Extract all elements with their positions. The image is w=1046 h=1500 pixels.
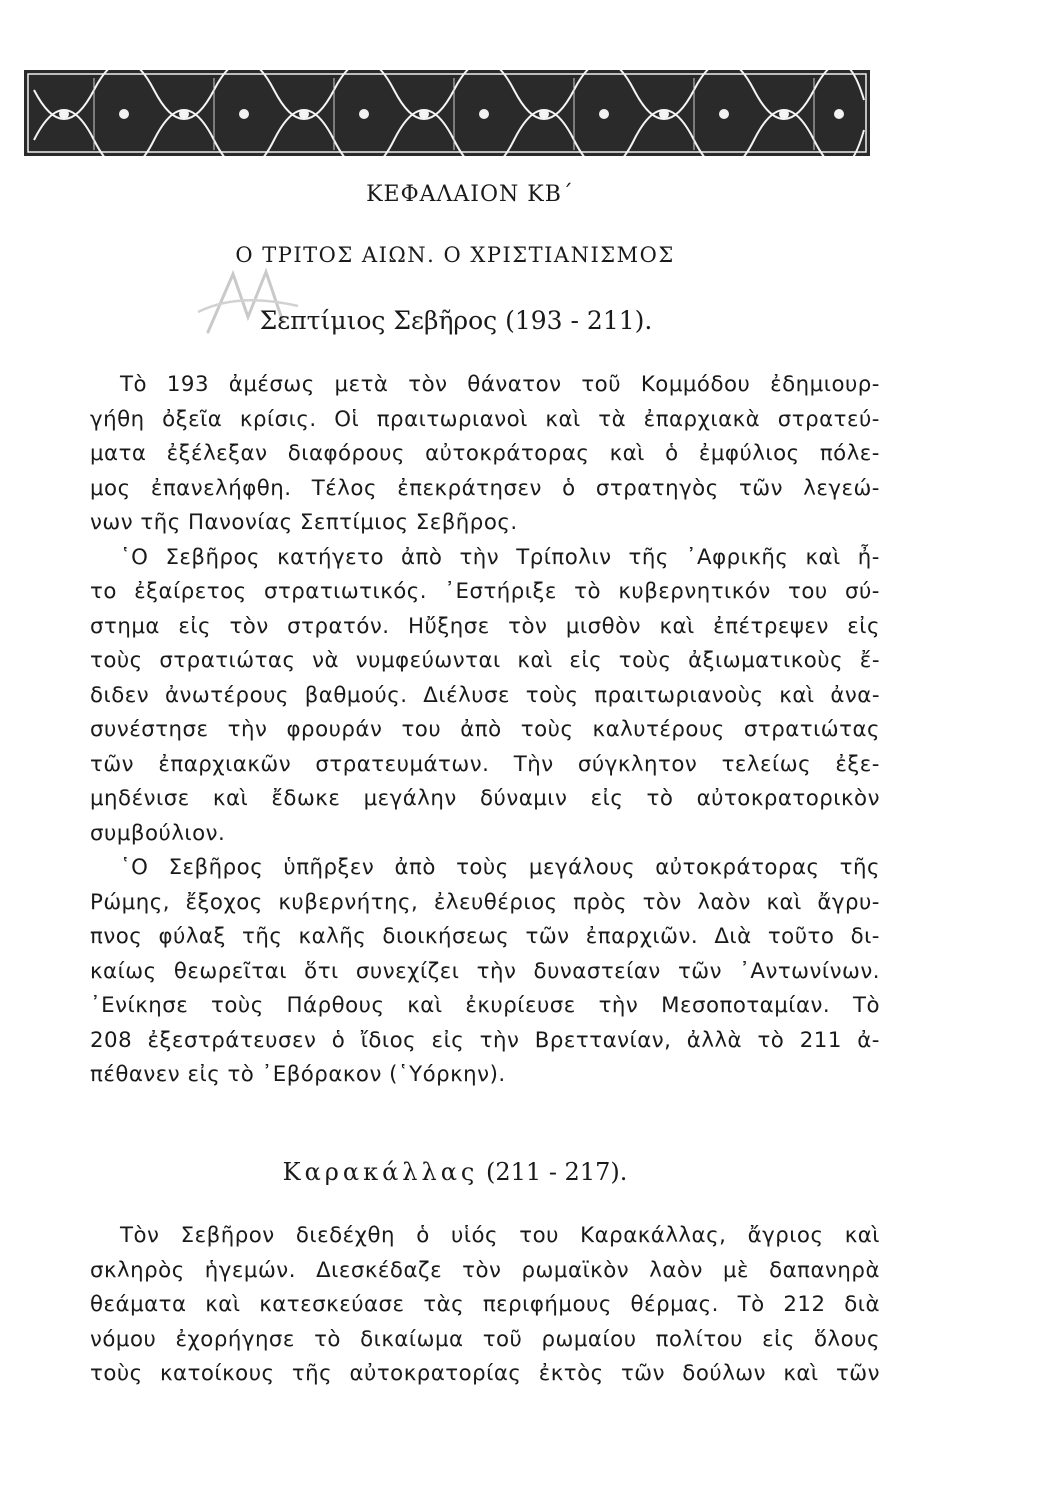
text-line: συνέστησε τὴν φρουράν του ἀπὸ τοὺς καλυτέρους στρατιώτας bbox=[90, 717, 880, 742]
text-line: Τὸ 193 ἀμέσως μετὰ τὸν θάνατον τοῦ Κομμόδου ἐδημιουρ- bbox=[120, 372, 880, 397]
ornamental-header-band bbox=[24, 70, 870, 156]
text-line: μηδένισε καὶ ἔδωκε μεγάλην δύναμιν εἰς τὸ αὐτοκρατορικὸν bbox=[90, 786, 880, 811]
text-line: καίως θεωρεῖται ὅτι συνεχίζει τὴν δυναστείαν τῶν ᾿Αντωνίνων. bbox=[90, 958, 880, 984]
text-line: το ἐξαίρετος στρατιωτικός. ᾿Εστήριξε τὸ κυβερνητικόν του σύ- bbox=[90, 579, 880, 604]
text-line: πέθανεν εἰς τὸ ᾿Εβόρακον (῾Υόρκην). bbox=[90, 1062, 506, 1087]
text-line: θεάματα καὶ κατεσκεύασε τὰς περιφήμους θέρμας. Τὸ 212 διὰ bbox=[90, 1292, 880, 1317]
section-heading-years: (211 - 217). bbox=[486, 1158, 628, 1186]
text-line: τῶν ἐπαρχιακῶν στρατευμάτων. Τὴν σύγκλητον τελείως ἐξε- bbox=[90, 751, 880, 777]
text-line: νόμου ἐχορήγησε τὸ δικαίωμα τοῦ ρωμαίου πολίτου εἰς ὅλους bbox=[90, 1326, 880, 1352]
section-body-septimius-severus bbox=[90, 368, 880, 1093]
section-heading-name: Καρακάλλας bbox=[282, 1158, 479, 1186]
text-line: διδεν ἀνωτέρους βαθμούς. Διέλυσε τοὺς πραιτωριανοὺς καὶ ἀνα- bbox=[90, 682, 880, 708]
section-heading-septimius-severus: Σεπτίμιος Σεβῆρος (193 - 211). bbox=[259, 306, 653, 335]
text-line: ῾Ο Σεβῆρος κατήγετο ἀπὸ τὴν Τρίπολιν τῆς ᾿Αφρικῆς καὶ ἦ- bbox=[120, 544, 880, 570]
text-line: ῾Ο Σεβῆρος ὑπῆρξεν ἀπὸ τοὺς μεγάλους αὐτοκράτορας τῆς bbox=[120, 855, 880, 880]
text-line: γήθη ὀξεῖα κρίσις. Οἱ πραιτωριανοὶ καὶ τὰ ἐπαρχιακὰ στρατεύ- bbox=[90, 406, 880, 432]
text-line: νων τῆς Πανονίας Σεπτίμιος Σεβῆρος. bbox=[90, 510, 518, 535]
text-line: πνος φύλαξ τῆς καλῆς διοικήσεως τῶν ἐπαρχιῶν. Διὰ τοῦτο δι- bbox=[90, 924, 880, 949]
chapter-title: Ο ΤΡΙΤΟΣ ΑΙΩΝ. Ο ΧΡΙΣΤΙΑΝΙΣΜΟΣ bbox=[235, 243, 675, 267]
text-line: 208 ἐξεστράτευσεν ὁ ἴδιος εἰς τὴν Βρεττανίαν, ἀλλὰ τὸ 211 ἀ- bbox=[90, 1027, 880, 1053]
text-line: σκληρὸς ἡγεμών. Διεσκέδαζε τὸν ρωμαϊκὸν λαὸν μὲ δαπανηρὰ bbox=[90, 1257, 880, 1283]
text-line: στημα εἰς τὸν στρατόν. Ηὔξησε τὸν μισθὸν καὶ ἐπέτρεψεν εἰς bbox=[90, 613, 880, 639]
section-heading-caracalla bbox=[0, 1158, 910, 1186]
text-line: ᾿Ενίκησε τοὺς Πάρθους καὶ ἐκυρίευσε τὴν Μεσοποταμίαν. Τὸ bbox=[90, 993, 880, 1018]
text-line: τοὺς στρατιώτας νὰ νυμφεύωνται καὶ εἰς τοὺς ἀξιωματικοὺς ἔ- bbox=[90, 648, 880, 673]
section-body-caracalla bbox=[90, 1219, 880, 1392]
text-line: τοὺς κατοίκους τῆς αὐτοκρατορίας ἐκτὸς τῶν δούλων καὶ τῶν bbox=[90, 1361, 880, 1386]
chapter-number: ΚΕΦΑΛΑΙΟΝ ΚΒ΄ bbox=[366, 182, 574, 207]
text-line: συμβούλιον. bbox=[90, 820, 226, 846]
text-line: μος ἐπανελήφθη. Τέλος ἐπεκράτησεν ὁ στρατηγὸς τῶν λεγεώ- bbox=[90, 475, 880, 501]
text-line: ματα ἐξέλεξαν διαφόρους αὐτοκράτορας καὶ ὁ ἐμφύλιος πόλε- bbox=[90, 441, 880, 466]
text-line: Ρώμης, ἔξοχος κυβερνήτης, ἐλευθέριος πρὸς τὸν λαὸν καὶ ἄγρυ- bbox=[90, 889, 880, 915]
text-line: Τὸν Σεβῆρον διεδέχθη ὁ υἱός του Καρακάλλας, ἄγριος καὶ bbox=[120, 1223, 880, 1248]
